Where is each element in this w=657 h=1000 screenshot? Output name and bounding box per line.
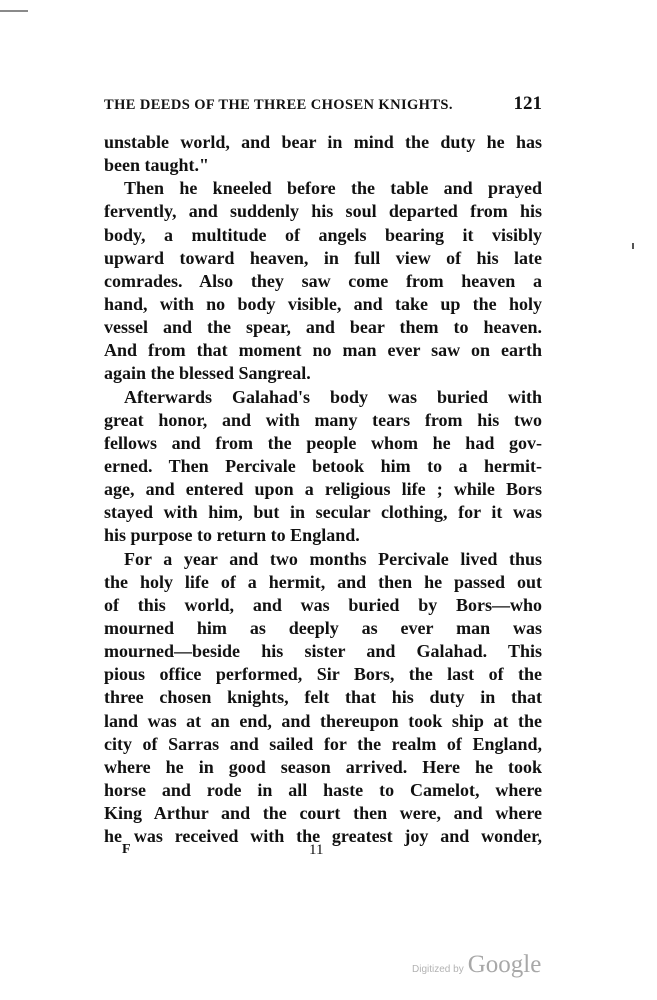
text-line: Afterwards Galahad's body was buried with — [124, 386, 542, 407]
text-line: body, a multitude of angels bearing it visibly — [104, 224, 542, 245]
text-line: comrades. Also they saw come from heaven a — [104, 270, 542, 291]
running-header — [104, 93, 542, 117]
text-line: been taught." — [104, 155, 210, 176]
text-line: horse and rode in all haste to Camelot, where — [104, 779, 542, 800]
text-line: Then he kneeled before the table and prayed — [124, 178, 542, 199]
text-line: upward toward heaven, in full view of his late — [104, 247, 542, 268]
text-line: three chosen knights, felt that his duty in that — [104, 687, 542, 708]
digitized-watermark — [412, 951, 541, 981]
signature-number: 11 — [309, 842, 324, 858]
margin-speck — [632, 243, 634, 249]
text-line: pious office performed, Sir Bors, the last of the — [104, 664, 542, 685]
text-line: mourned him as deeply as ever man was — [104, 617, 542, 638]
signature-line — [104, 842, 542, 864]
page-number: 121 — [513, 93, 542, 114]
running-title: THE DEEDS OF THE THREE CHOSEN KNIGHTS. — [104, 97, 453, 113]
text-line: the holy life of a hermit, and then he passed out — [104, 571, 542, 592]
text-line: land was at an end, and thereupon took ship at the — [104, 710, 542, 731]
signature-mark: F — [122, 842, 131, 857]
text-line: For a year and two months Percivale lived thus — [124, 548, 542, 569]
text-line: of this world, and was buried by Bors—who — [104, 594, 542, 615]
text-line: King Arthur and the court then were, and where — [104, 803, 542, 824]
text-line: he was received with the greatest joy and wonder, — [104, 826, 542, 847]
text-line: erned. Then Percivale betook him to a hermit- — [104, 455, 542, 476]
text-line: unstable world, and bear in mind the duty he has — [104, 132, 542, 152]
text-line: where he in good season arrived. Here he took — [104, 756, 542, 777]
text-line: stayed with him, but in secular clothing, for it was — [104, 502, 542, 523]
text-line: hand, with no body visible, and take up the holy — [104, 293, 542, 314]
watermark-prefix: Digitized by — [412, 964, 464, 975]
text-line: vessel and the spear, and bear them to heaven. — [104, 317, 542, 338]
body-text — [104, 131, 542, 848]
scan-edge-mark — [0, 10, 28, 12]
text-line: age, and entered upon a religious life ; while Bors — [104, 479, 542, 500]
text-line: mourned—beside his sister and Galahad. This — [104, 641, 542, 662]
google-logo: Google — [467, 951, 542, 978]
text-line: And from that moment no man ever saw on earth — [104, 340, 542, 361]
text-line: his purpose to return to England. — [104, 525, 360, 546]
text-line: fellows and from the people whom he had gov- — [104, 432, 542, 453]
text-line: again the blessed Sangreal. — [104, 363, 311, 384]
text-line: fervently, and suddenly his soul departed from his — [104, 201, 542, 222]
text-line: city of Sarras and sailed for the realm of England, — [104, 733, 542, 754]
text-line: great honor, and with many tears from his two — [104, 409, 542, 430]
